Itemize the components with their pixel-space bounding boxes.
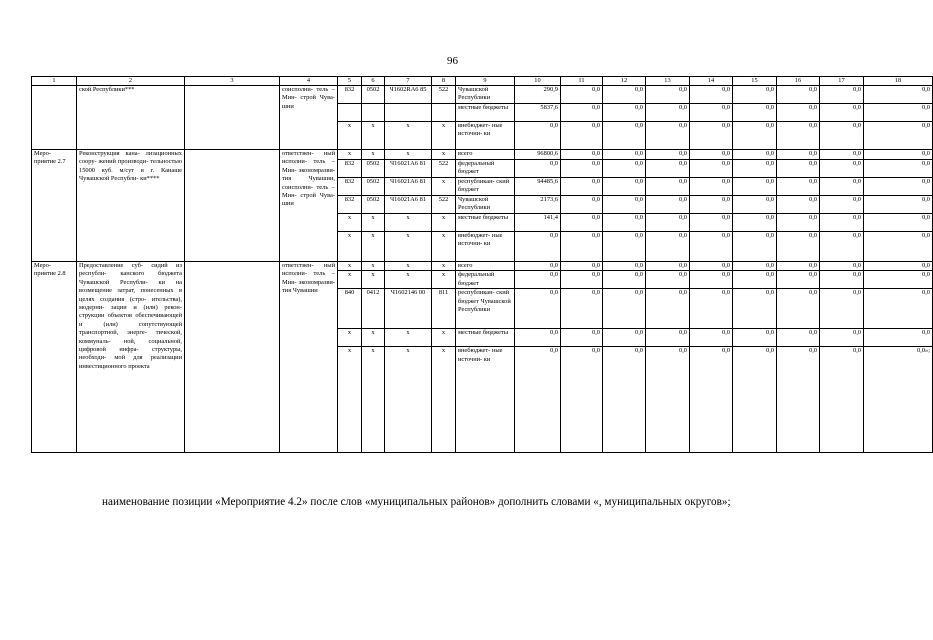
column-header: 8 (432, 77, 456, 86)
measure-code: Меро- приятие 2.7 (32, 150, 77, 262)
code-grbs: x (338, 214, 362, 232)
measure-name: Предоставление суб- сидий из республи- канского бюджета Чувашской Республи- ки на возмещение затрат, понесенных в целях создания (стро- ительства), модерни- зации и (или) рекон- струкции объектов обеспечивающей и (или) сопутствующей транспортной, энерге- тической, коммуналь- ной, социальной, цифровой инфра- структуры, необходи- мой для реализации инвестиционного проекта (77, 262, 185, 453)
amount-cell: 0,0 (820, 160, 864, 178)
amount-cell: 0,0 (864, 271, 933, 289)
column-header: 7 (385, 77, 432, 86)
amount-cell: 0,0 (733, 86, 777, 104)
code-grbs (338, 104, 362, 122)
amount-cell: 0,0 (864, 160, 933, 178)
amount-cell: 0,0 (603, 232, 646, 262)
amount-cell: 0,0 (603, 122, 646, 150)
code-expense: x (432, 271, 456, 289)
amount-cell: 0,0 (690, 329, 733, 347)
amount-cell: 0,0 (561, 289, 603, 329)
amount-cell: 0,0 (561, 178, 603, 196)
amount-cell: 0,0 (777, 104, 820, 122)
amendment-text: наименование позиции «Мероприятие 4.2» после слов «муниципальных районов» дополнить словами «, муниципальных округов»; (102, 496, 731, 508)
code-target: x (385, 262, 432, 271)
column-header: 12 (603, 77, 646, 86)
code-section: x (362, 329, 385, 347)
amount-cell: 0,0 (733, 178, 777, 196)
funding-source: Чувашской Республики (456, 86, 515, 104)
amount-cell: 0,0 (777, 150, 820, 160)
amount-cell: 0,0 (690, 178, 733, 196)
code-expense (432, 104, 456, 122)
amount-cell: 0,0 (646, 150, 690, 160)
code-section: x (362, 122, 385, 150)
code-grbs: x (338, 347, 362, 453)
amount-cell: 0,0 (864, 232, 933, 262)
amount-cell: 0,0 (603, 160, 646, 178)
amount-cell: 0,0 (690, 347, 733, 453)
amount-cell: 0,0 (820, 122, 864, 150)
amount-cell: 0,0 (777, 289, 820, 329)
amount-cell: 0,0 (515, 232, 561, 262)
amount-cell: 0,0 (561, 214, 603, 232)
amount-cell: 0,0 (690, 86, 733, 104)
amount-cell: 0,0 (777, 347, 820, 453)
amount-cell: 0,0 (690, 122, 733, 150)
measure-code: Меро- приятие 2.8 (32, 262, 77, 453)
amount-cell: 0,0 (820, 329, 864, 347)
amount-cell: 0,0 (820, 150, 864, 160)
amount-cell: 0,0 (603, 289, 646, 329)
funding-source: республикан- ский бюджет Чувашской Республики (456, 289, 515, 329)
code-grbs: x (338, 150, 362, 160)
amount-cell: 0,0 (515, 289, 561, 329)
amount-cell: 0,0 (820, 289, 864, 329)
code-expense: 811 (432, 289, 456, 329)
funding-source: внебюджет- ные источни- ки (456, 347, 515, 453)
amount-cell: 0,0»; (864, 347, 933, 453)
amount-cell: 0,0 (864, 86, 933, 104)
amount-cell: 0,0 (690, 289, 733, 329)
funding-source: федеральный бюджет (456, 271, 515, 289)
column-header: 1 (32, 77, 77, 86)
code-grbs: x (338, 271, 362, 289)
code-expense: x (432, 232, 456, 262)
code-target: Ч1602RA6 85 (385, 86, 432, 104)
code-target: x (385, 329, 432, 347)
code-section: 0412 (362, 289, 385, 329)
amount-cell: 0,0 (603, 104, 646, 122)
measure-name: Реконструкция кана- лизационных соору- жений производи- тельностью 15000 куб. м/сут в г. Канаше Чувашской Республи- ки**** (77, 150, 185, 262)
code-expense: x (432, 262, 456, 271)
code-section: x (362, 347, 385, 453)
amount-cell: 0,0 (561, 150, 603, 160)
code-target: x (385, 214, 432, 232)
code-target: x (385, 122, 432, 150)
amount-cell: 2173,6 (515, 196, 561, 214)
page-number: 96 (447, 55, 458, 67)
column-header: 5 (338, 77, 362, 86)
amount-cell: 0,0 (864, 178, 933, 196)
amount-cell: 0,0 (777, 329, 820, 347)
amount-cell: 0,0 (777, 86, 820, 104)
amount-cell: 0,0 (733, 196, 777, 214)
column-header: 18 (864, 77, 933, 86)
table-row (32, 86, 933, 104)
code-section: x (362, 271, 385, 289)
code-section: 0502 (362, 196, 385, 214)
amount-cell: 0,0 (646, 271, 690, 289)
amount-cell: 0,0 (777, 232, 820, 262)
code-section (362, 104, 385, 122)
amount-cell: 0,0 (690, 271, 733, 289)
amount-cell: 0,0 (820, 214, 864, 232)
code-expense: 522 (432, 86, 456, 104)
amount-cell: 0,0 (646, 178, 690, 196)
code-grbs: x (338, 232, 362, 262)
code-target: Ч16021А6 81 (385, 178, 432, 196)
amount-cell: 0,0 (690, 232, 733, 262)
amount-cell: 0,0 (820, 104, 864, 122)
amount-cell: 0,0 (646, 214, 690, 232)
amount-cell: 0,0 (864, 104, 933, 122)
measure-result (185, 150, 280, 262)
amount-cell: 0,0 (777, 271, 820, 289)
code-expense: x (432, 214, 456, 232)
code-expense: x (432, 122, 456, 150)
amount-cell: 0,0 (561, 347, 603, 453)
amount-cell: 0,0 (646, 122, 690, 150)
amount-cell: 0,0 (820, 347, 864, 453)
amount-cell: 0,0 (820, 86, 864, 104)
funding-source: всего (456, 150, 515, 160)
amount-cell: 141,4 (515, 214, 561, 232)
funding-source: всего (456, 262, 515, 271)
amount-cell: 0,0 (646, 232, 690, 262)
measure-result (185, 262, 280, 453)
amount-cell: 0,0 (733, 104, 777, 122)
amount-cell: 0,0 (690, 262, 733, 271)
amount-cell: 0,0 (603, 178, 646, 196)
funding-source: внебюджет- ные источни- ки (456, 122, 515, 150)
column-header: 13 (646, 77, 690, 86)
amount-cell: 0,0 (777, 122, 820, 150)
column-header: 11 (561, 77, 603, 86)
amount-cell: 0,0 (690, 160, 733, 178)
amount-cell: 0,0 (777, 262, 820, 271)
code-target: x (385, 232, 432, 262)
column-header: 10 (515, 77, 561, 86)
amount-cell: 0,0 (603, 262, 646, 271)
column-header: 15 (733, 77, 777, 86)
amount-cell: 0,0 (733, 122, 777, 150)
funding-source: Чувашской Республики (456, 196, 515, 214)
code-target: Ч1602146 00 (385, 289, 432, 329)
measure-name: ской Республики*** (77, 86, 185, 150)
code-section: x (362, 262, 385, 271)
amount-cell: 0,0 (515, 160, 561, 178)
amount-cell: 0,0 (646, 196, 690, 214)
funding-source: внебюджет- ные источни- ки (456, 232, 515, 262)
code-target: Ч16021А6 81 (385, 160, 432, 178)
amount-cell: 0,0 (561, 122, 603, 150)
amount-cell: 0,0 (820, 178, 864, 196)
code-expense: 522 (432, 196, 456, 214)
code-grbs: x (338, 329, 362, 347)
program-table (31, 76, 933, 453)
amount-cell: 0,0 (515, 262, 561, 271)
code-target: Ч16021А6 81 (385, 196, 432, 214)
amount-cell: 0,0 (820, 271, 864, 289)
amount-cell: 0,0 (690, 214, 733, 232)
measure-code (32, 86, 77, 150)
code-section: 0502 (362, 86, 385, 104)
amount-cell: 0,0 (777, 196, 820, 214)
amount-cell: 0,0 (777, 160, 820, 178)
column-header: 6 (362, 77, 385, 86)
code-section: x (362, 150, 385, 160)
amount-cell: 0,0 (864, 196, 933, 214)
amount-cell: 0,0 (561, 86, 603, 104)
amount-cell: 0,0 (733, 232, 777, 262)
amount-cell: 0,0 (515, 329, 561, 347)
amount-cell: 0,0 (864, 214, 933, 232)
amount-cell: 0,0 (733, 329, 777, 347)
code-grbs: 832 (338, 86, 362, 104)
funding-source: федеральный бюджет (456, 160, 515, 178)
amount-cell: 0,0 (864, 289, 933, 329)
amount-cell: 0,0 (515, 347, 561, 453)
executor: ответствен- ный исполни- тель – Мин- экономразви- тия Чувашии, соисполни- тель – Мин- строй Чува- шии (280, 150, 338, 262)
code-grbs: x (338, 122, 362, 150)
amount-cell: 0,0 (603, 347, 646, 453)
column-header: 16 (777, 77, 820, 86)
column-header: 14 (690, 77, 733, 86)
column-header: 17 (820, 77, 864, 86)
amount-cell: 0,0 (561, 160, 603, 178)
amount-cell: 94485,6 (515, 178, 561, 196)
amount-cell: 0,0 (820, 262, 864, 271)
column-header: 9 (456, 77, 515, 86)
amount-cell: 0,0 (603, 150, 646, 160)
table-row (32, 262, 933, 271)
amount-cell: 0,0 (603, 86, 646, 104)
amount-cell: 0,0 (561, 262, 603, 271)
amount-cell: 0,0 (733, 271, 777, 289)
amount-cell: 0,0 (733, 262, 777, 271)
amount-cell: 0,0 (733, 150, 777, 160)
funding-source: местные бюджеты (456, 214, 515, 232)
executor: соисполни- тель – Мин- строй Чува- шии (280, 86, 338, 150)
funding-source: местные бюджеты (456, 104, 515, 122)
amount-cell: 0,0 (561, 329, 603, 347)
column-header: 2 (77, 77, 185, 86)
amount-cell: 0,0 (733, 214, 777, 232)
amount-cell: 0,0 (646, 160, 690, 178)
code-expense: x (432, 178, 456, 196)
amount-cell: 0,0 (646, 347, 690, 453)
amount-cell: 0,0 (603, 329, 646, 347)
amount-cell: 0,0 (515, 122, 561, 150)
code-section: x (362, 214, 385, 232)
amount-cell: 0,0 (820, 196, 864, 214)
amount-cell: 0,0 (864, 329, 933, 347)
amount-cell: 0,0 (561, 232, 603, 262)
code-expense: x (432, 329, 456, 347)
amount-cell: 0,0 (515, 271, 561, 289)
amount-cell: 0,0 (561, 196, 603, 214)
amount-cell: 0,0 (646, 86, 690, 104)
code-grbs: 832 (338, 178, 362, 196)
amount-cell: 0,0 (603, 196, 646, 214)
amount-cell: 0,0 (690, 150, 733, 160)
funding-source: республикан- ский бюджет (456, 178, 515, 196)
amount-cell: 0,0 (864, 262, 933, 271)
code-section: 0502 (362, 160, 385, 178)
amount-cell: 0,0 (864, 150, 933, 160)
amount-cell: 0,0 (864, 122, 933, 150)
executor: ответствен- ный исполни- тель – Мин- экономразви- тия Чувашии (280, 262, 338, 453)
amount-cell: 96800,6 (515, 150, 561, 160)
code-expense: 522 (432, 160, 456, 178)
funding-source: местные бюджеты (456, 329, 515, 347)
amount-cell: 5837,6 (515, 104, 561, 122)
code-section: x (362, 232, 385, 262)
amount-cell: 290,9 (515, 86, 561, 104)
code-grbs: 832 (338, 196, 362, 214)
amount-cell: 0,0 (820, 232, 864, 262)
amount-cell: 0,0 (561, 271, 603, 289)
code-target: x (385, 271, 432, 289)
amount-cell: 0,0 (733, 160, 777, 178)
amount-cell: 0,0 (603, 214, 646, 232)
code-section: 0502 (362, 178, 385, 196)
code-grbs: 832 (338, 160, 362, 178)
code-grbs: 840 (338, 289, 362, 329)
table-row (32, 150, 933, 160)
code-expense: x (432, 347, 456, 453)
amount-cell: 0,0 (777, 178, 820, 196)
amount-cell: 0,0 (733, 289, 777, 329)
amount-cell: 0,0 (646, 104, 690, 122)
code-expense: x (432, 150, 456, 160)
code-target (385, 104, 432, 122)
code-grbs: x (338, 262, 362, 271)
amount-cell: 0,0 (646, 289, 690, 329)
amount-cell: 0,0 (561, 104, 603, 122)
amount-cell: 0,0 (690, 196, 733, 214)
amount-cell: 0,0 (733, 347, 777, 453)
amount-cell: 0,0 (777, 214, 820, 232)
amount-cell: 0,0 (646, 262, 690, 271)
amount-cell: 0,0 (603, 271, 646, 289)
header-row (32, 77, 933, 86)
amount-cell: 0,0 (690, 104, 733, 122)
column-header: 3 (185, 77, 280, 86)
measure-result (185, 86, 280, 150)
code-target: x (385, 347, 432, 453)
amount-cell: 0,0 (646, 329, 690, 347)
column-header: 4 (280, 77, 338, 86)
code-target: x (385, 150, 432, 160)
